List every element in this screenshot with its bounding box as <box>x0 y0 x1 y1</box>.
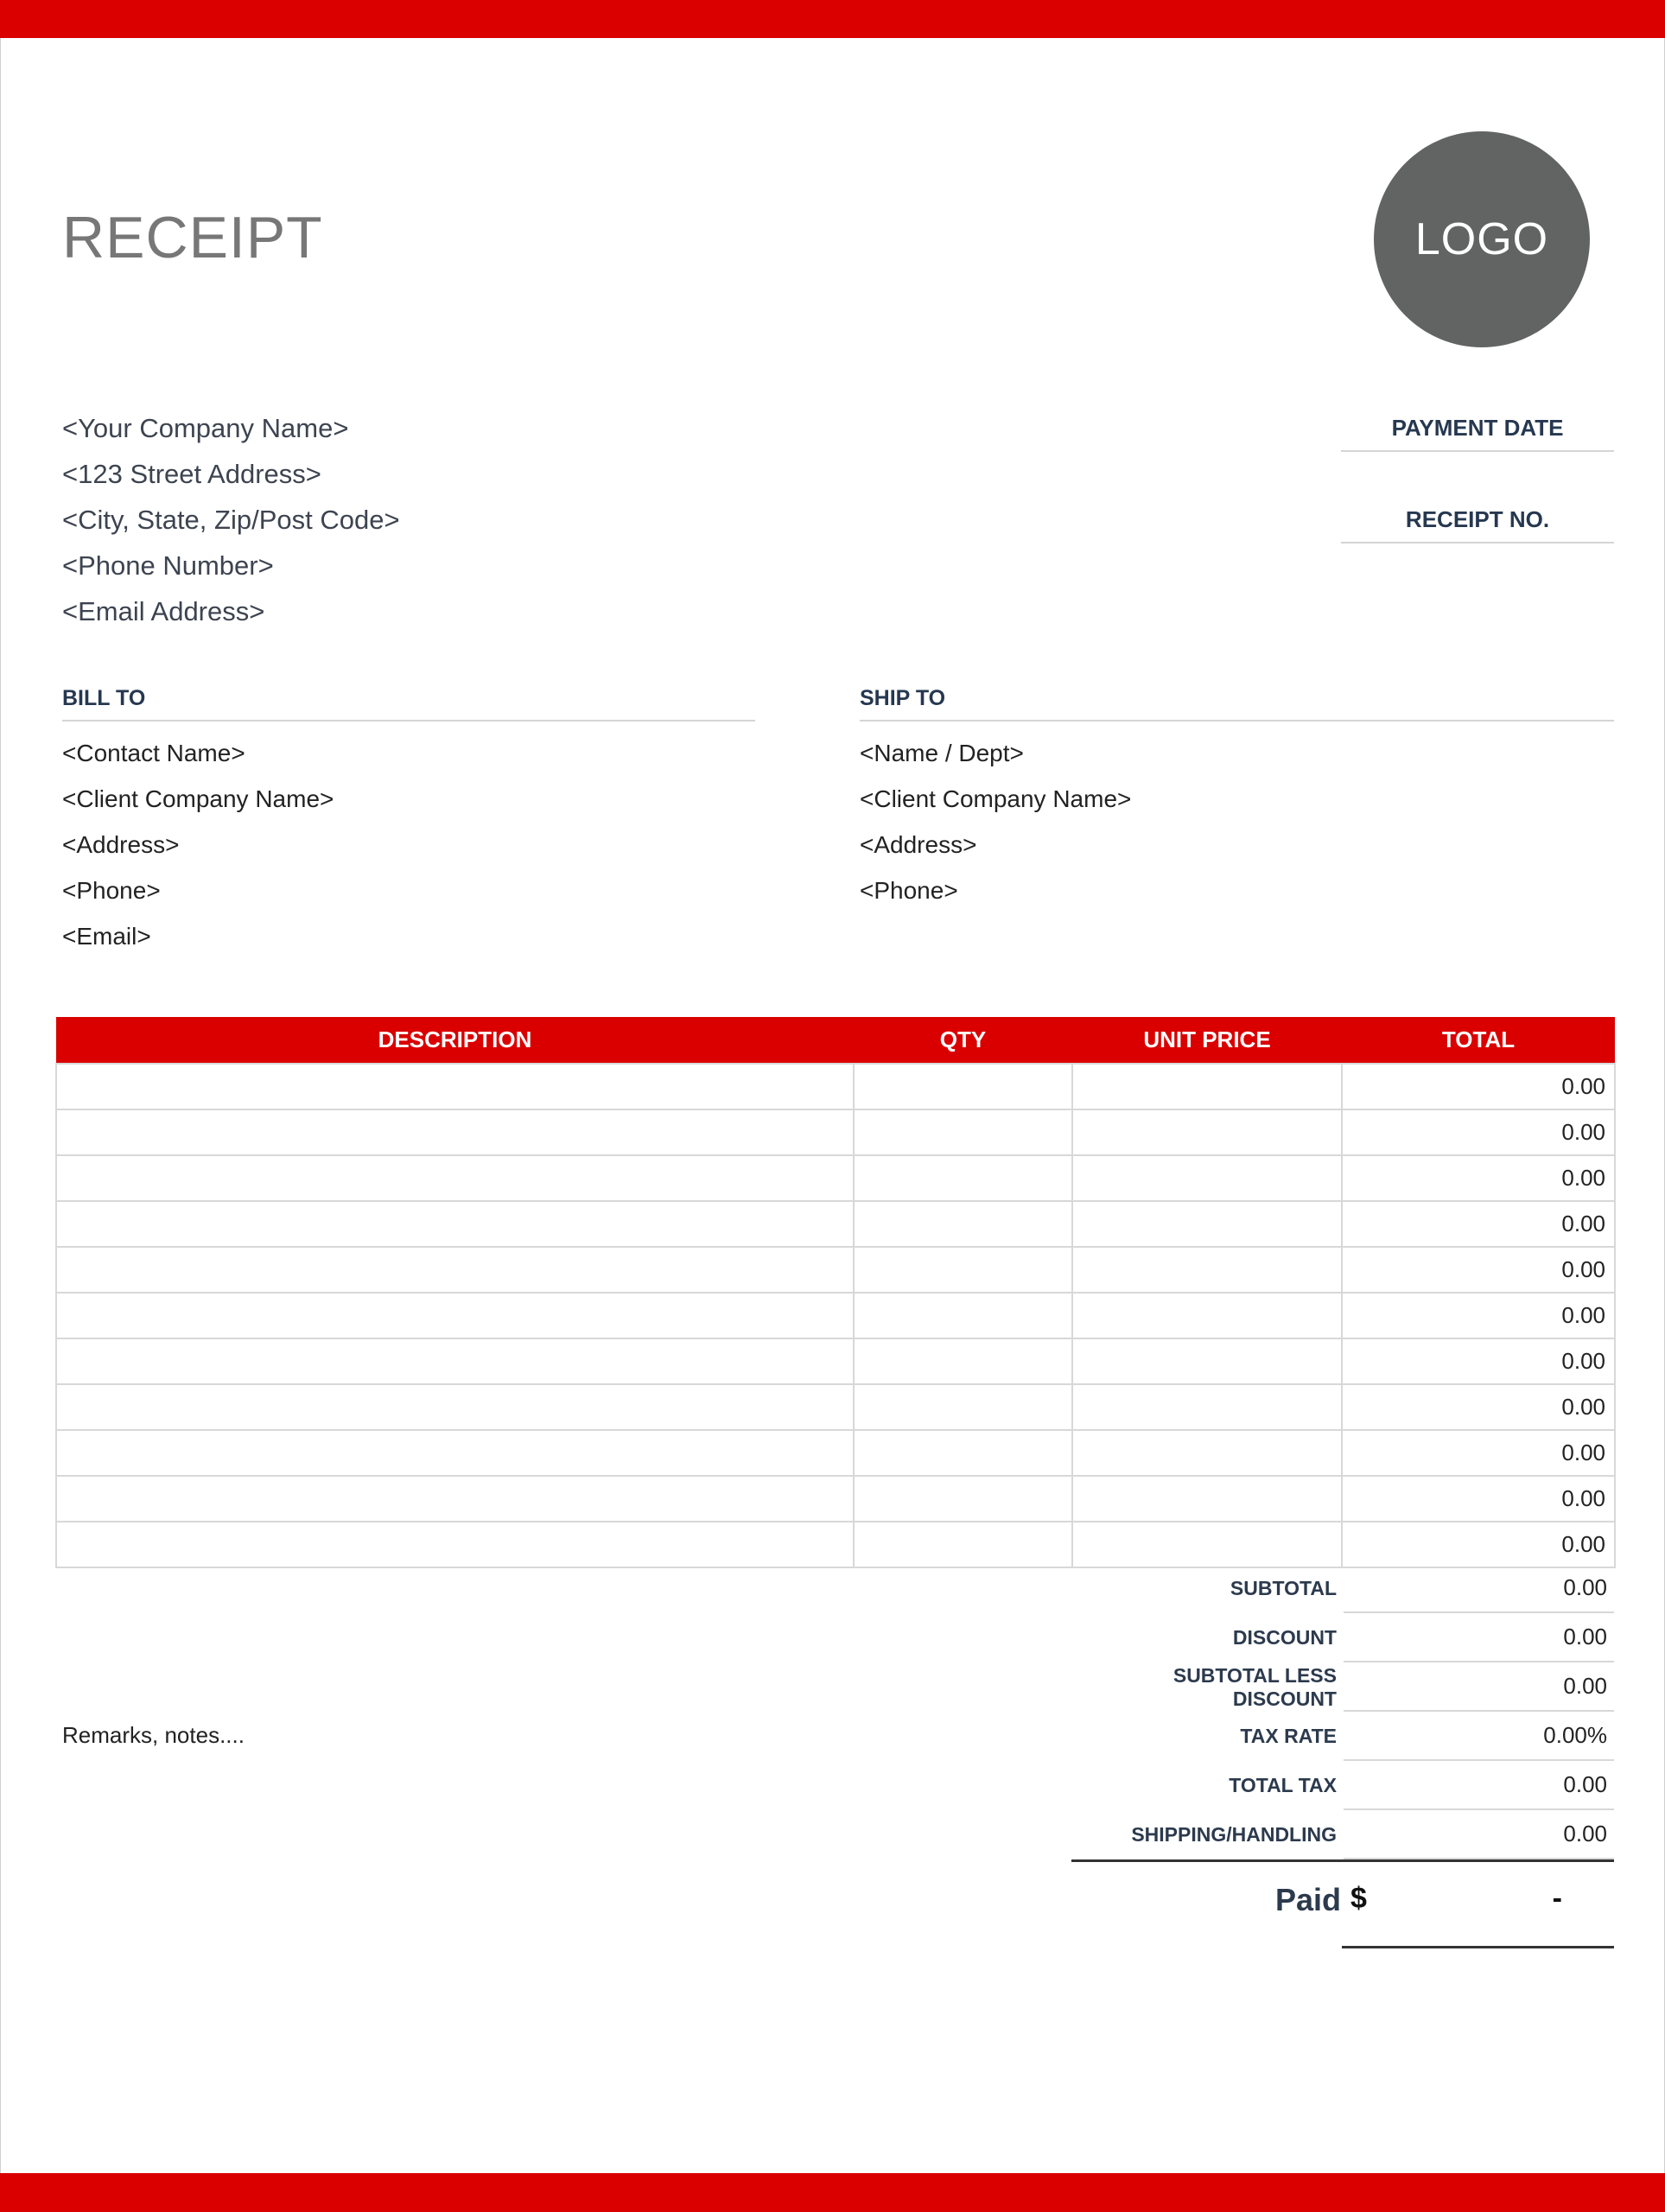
description-cell[interactable] <box>56 1430 854 1476</box>
qty-cell[interactable] <box>854 1064 1072 1109</box>
ship-to-company[interactable]: <Client Company Name> <box>860 785 1132 812</box>
ship-to-heading: SHIP TO <box>860 686 1614 721</box>
total-cell[interactable]: 0.00 <box>1342 1064 1615 1109</box>
unit-price-cell[interactable] <box>1072 1201 1342 1247</box>
col-header-total: TOTAL <box>1342 1017 1615 1064</box>
ship-to-block <box>860 734 1131 918</box>
table-row <box>56 1109 1615 1155</box>
unit-price-cell[interactable] <box>1072 1109 1342 1155</box>
description-cell[interactable] <box>56 1338 854 1384</box>
shipping-handling-value[interactable]: 0.00 <box>1344 1810 1614 1859</box>
qty-cell[interactable] <box>854 1476 1072 1522</box>
col-header-unit-price: UNIT PRICE <box>1072 1017 1342 1064</box>
table-row <box>56 1247 1615 1293</box>
total-tax-value[interactable]: 0.00 <box>1344 1761 1614 1810</box>
table-row <box>56 1430 1615 1476</box>
total-cell[interactable]: 0.00 <box>1342 1522 1615 1567</box>
paid-value: - <box>1552 1882 1562 1915</box>
unit-price-cell[interactable] <box>1072 1384 1342 1430</box>
table-row <box>56 1064 1615 1109</box>
unit-price-cell[interactable] <box>1072 1522 1342 1567</box>
totals-section <box>1071 1564 1614 1862</box>
col-header-description: DESCRIPTION <box>56 1017 854 1064</box>
document-title: RECEIPT <box>62 205 323 270</box>
description-cell[interactable] <box>56 1155 854 1201</box>
description-cell[interactable] <box>56 1109 854 1155</box>
qty-cell[interactable] <box>854 1430 1072 1476</box>
table-row <box>56 1293 1615 1338</box>
unit-price-cell[interactable] <box>1072 1430 1342 1476</box>
description-cell[interactable] <box>56 1064 854 1109</box>
qty-cell[interactable] <box>854 1109 1072 1155</box>
total-cell[interactable]: 0.00 <box>1342 1109 1615 1155</box>
subtotal-label: SUBTOTAL <box>1230 1577 1337 1599</box>
description-cell[interactable] <box>56 1522 854 1567</box>
total-cell[interactable]: 0.00 <box>1342 1293 1615 1338</box>
company-email[interactable]: <Email Address> <box>62 596 265 626</box>
paid-currency: $ <box>1350 1882 1367 1915</box>
description-cell[interactable] <box>56 1247 854 1293</box>
bill-to-heading: BILL TO <box>62 686 755 721</box>
tax-rate-value[interactable]: 0.00% <box>1344 1712 1614 1761</box>
bill-to-contact[interactable]: <Contact Name> <box>62 740 245 766</box>
qty-cell[interactable] <box>854 1201 1072 1247</box>
bill-to-phone[interactable]: <Phone> <box>62 877 161 904</box>
totals-row <box>1071 1662 1614 1712</box>
total-cell[interactable]: 0.00 <box>1342 1338 1615 1384</box>
table-header-row <box>56 1017 1615 1064</box>
total-tax-label: TOTAL TAX <box>1229 1774 1337 1796</box>
table-row <box>56 1384 1615 1430</box>
receipt-no-label: RECEIPT NO. <box>1341 506 1614 543</box>
qty-cell[interactable] <box>854 1247 1072 1293</box>
description-cell[interactable] <box>56 1293 854 1338</box>
totals-row <box>1071 1613 1614 1662</box>
table-row <box>56 1155 1615 1201</box>
remarks-text[interactable]: Remarks, notes.... <box>62 1722 245 1748</box>
bill-to-company[interactable]: <Client Company Name> <box>62 785 334 812</box>
bill-to-block <box>62 734 334 963</box>
unit-price-cell[interactable] <box>1072 1338 1342 1384</box>
totals-row <box>1071 1564 1614 1613</box>
bottom-accent-band <box>0 2173 1665 2212</box>
description-cell[interactable] <box>56 1476 854 1522</box>
total-cell[interactable]: 0.00 <box>1342 1155 1615 1201</box>
company-info <box>62 410 400 639</box>
logo-text: LOGO <box>1414 214 1549 264</box>
qty-cell[interactable] <box>854 1384 1072 1430</box>
table-row <box>56 1522 1615 1567</box>
qty-cell[interactable] <box>854 1155 1072 1201</box>
unit-price-cell[interactable] <box>1072 1247 1342 1293</box>
paid-amount-box[interactable] <box>1342 1865 1614 1948</box>
subtotal-less-discount-value[interactable]: 0.00 <box>1344 1662 1614 1712</box>
company-city[interactable]: <City, State, Zip/Post Code> <box>62 505 400 535</box>
qty-cell[interactable] <box>854 1293 1072 1338</box>
qty-cell[interactable] <box>854 1522 1072 1567</box>
discount-label: DISCOUNT <box>1232 1626 1337 1649</box>
company-phone[interactable]: <Phone Number> <box>62 550 274 581</box>
unit-price-cell[interactable] <box>1072 1155 1342 1201</box>
total-cell[interactable]: 0.00 <box>1342 1476 1615 1522</box>
subtotal-less-discount-label: SUBTOTAL LESS DISCOUNT <box>1172 1663 1337 1710</box>
total-cell[interactable]: 0.00 <box>1342 1430 1615 1476</box>
totals-divider <box>1071 1859 1614 1862</box>
top-accent-band <box>0 0 1665 38</box>
unit-price-cell[interactable] <box>1072 1064 1342 1109</box>
ship-to-address[interactable]: <Address> <box>860 831 977 858</box>
unit-price-cell[interactable] <box>1072 1293 1342 1338</box>
totals-row <box>1071 1712 1614 1761</box>
tax-rate-label: TAX RATE <box>1240 1725 1337 1747</box>
payment-date-label: PAYMENT DATE <box>1341 415 1614 452</box>
paid-label: Paid <box>1274 1882 1341 1917</box>
bill-to-email[interactable]: <Email> <box>62 923 151 950</box>
description-cell[interactable] <box>56 1384 854 1430</box>
table-row <box>56 1201 1615 1247</box>
subtotal-value[interactable]: 0.00 <box>1344 1564 1614 1613</box>
total-cell[interactable]: 0.00 <box>1342 1247 1615 1293</box>
discount-value[interactable]: 0.00 <box>1344 1613 1614 1662</box>
unit-price-cell[interactable] <box>1072 1476 1342 1522</box>
bill-to-address[interactable]: <Address> <box>62 831 180 858</box>
logo-placeholder[interactable] <box>1374 131 1590 347</box>
ship-to-phone[interactable]: <Phone> <box>860 877 958 904</box>
line-items-table <box>55 1017 1616 1568</box>
qty-cell[interactable] <box>854 1338 1072 1384</box>
totals-row <box>1071 1761 1614 1810</box>
description-cell[interactable] <box>56 1201 854 1247</box>
company-name[interactable]: <Your Company Name> <box>62 413 349 443</box>
table-row <box>56 1476 1615 1522</box>
table-row <box>56 1338 1615 1384</box>
company-street[interactable]: <123 Street Address> <box>62 459 321 489</box>
totals-row <box>1071 1810 1614 1859</box>
total-cell[interactable]: 0.00 <box>1342 1201 1615 1247</box>
total-cell[interactable]: 0.00 <box>1342 1384 1615 1430</box>
paid-row <box>1071 1865 1614 1948</box>
ship-to-name[interactable]: <Name / Dept> <box>860 740 1024 766</box>
col-header-qty: QTY <box>854 1017 1072 1064</box>
shipping-handling-label: SHIPPING/HANDLING <box>1131 1823 1337 1846</box>
